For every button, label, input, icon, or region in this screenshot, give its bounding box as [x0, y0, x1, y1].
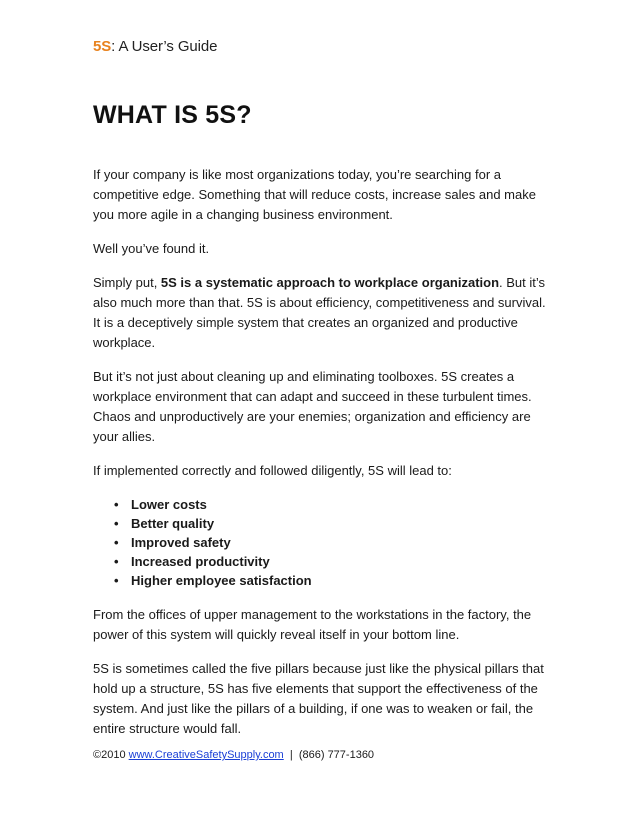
list-item: • Lower costs	[131, 495, 553, 514]
footer-website-link[interactable]: www.CreativeSafetySupply.com	[128, 749, 284, 761]
paragraph-benefits-lead: If implemented correctly and followed diligently, 5S will lead to:	[93, 463, 452, 478]
page-title: WHAT IS 5S?	[93, 101, 252, 129]
body-content	[93, 165, 553, 753]
page-footer	[93, 749, 374, 761]
paragraph-definition	[93, 273, 553, 353]
footer-separator: |	[283, 749, 299, 761]
definition-rest: . But it’s also much more than that. 5S is about efficiency, competitiveness and survival. It is a deceptively simple system that creates an organized and productive workplace.	[93, 275, 546, 350]
list-item: • Better quality	[131, 514, 553, 533]
paragraph-bottom-line: From the offices of upper management to the workstations in the factory, the power of this system will quickly reveal itself in your bottom line.	[93, 607, 532, 642]
paragraph-intro: If your company is like most organizations today, you’re searching for a competitive edge. Something that will reduce costs, increase sales and make you more agile in a changing business environment.	[93, 167, 536, 222]
definition-lead: Simply put,	[93, 275, 161, 290]
list-item: • Higher employee satisfaction	[131, 571, 553, 590]
definition-bold: 5S is a systematic approach to workplace organization	[160, 275, 500, 290]
header-subtitle: : A User’s Guide	[111, 38, 218, 55]
footer-phone: (866) 777-1360	[298, 749, 375, 761]
running-header	[93, 38, 217, 55]
paragraph-pillars: 5S is sometimes called the five pillars because just like the physical pillars that hold up a structure, 5S has five elements that support the effectiveness of the system. And just like the pillars of a building, if one was to weaken or fail, the entire structure would fall.	[93, 661, 544, 736]
list-item: • Improved safety	[131, 533, 553, 552]
footer-copyright: ©2010	[93, 749, 129, 761]
header-brand: 5S	[93, 38, 112, 55]
paragraph-environment: But it’s not just about cleaning up and eliminating toolboxes. 5S creates a workplace environment that can adapt and succeed in these turbulent times. Chaos and unproductively are your enemies; organization and efficiency are your allies.	[93, 369, 532, 444]
paragraph-found-it: Well you’ve found it.	[93, 241, 210, 256]
list-item: • Increased productivity	[131, 552, 553, 571]
benefits-list	[93, 495, 553, 590]
